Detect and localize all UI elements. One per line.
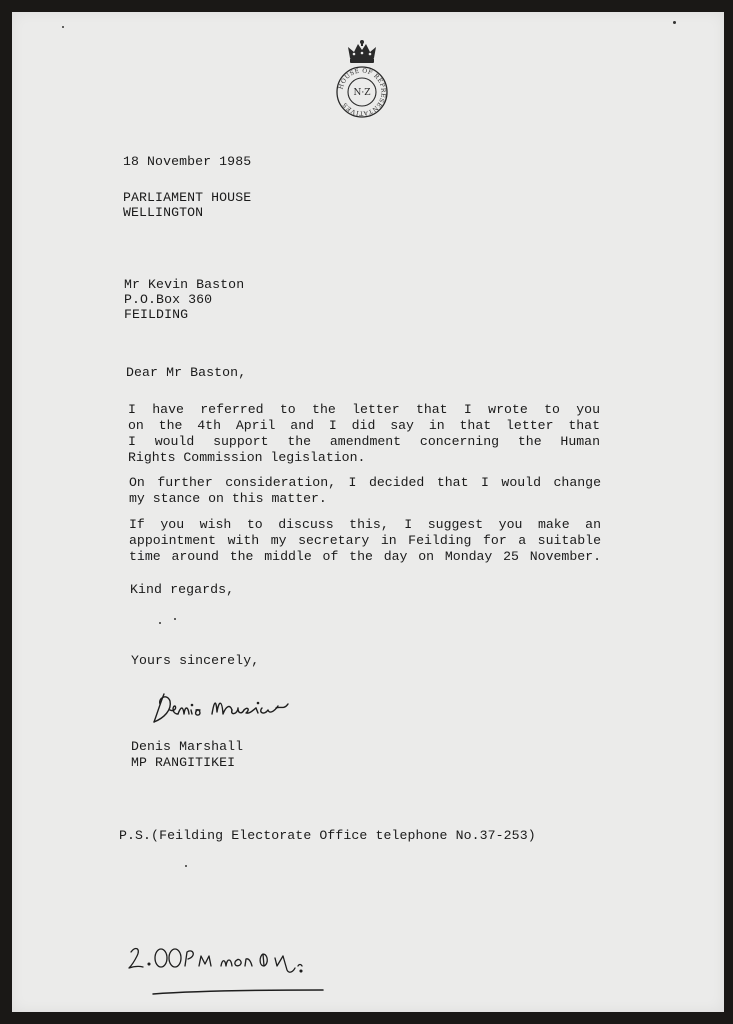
body-line: time around the middle of the day on Monday 25 November. [129,549,601,564]
svg-text:2.00 PM MONDAY: 2.00 PM MONDAY [125,996,134,997]
kind-regards: Kind regards, [130,582,235,597]
body-line: On further consideration, I decided that I would change [129,475,601,490]
signatory-name: Denis Marshall [131,739,244,754]
paper-speck [174,618,176,620]
sender-address-line: PARLIAMENT HOUSE [123,190,252,205]
body-line: on the 4th April and I did say in that letter that [128,418,600,433]
signatory-title: MP RANGITIKEI [131,755,236,770]
body-paragraph-2 [129,475,601,507]
recipient-address-line: FEILDING [124,307,189,322]
paper-speck [62,26,64,28]
body-paragraph-1 [128,402,600,466]
body-paragraph-3 [129,517,601,565]
letter-date: 18 November 1985 [123,154,252,169]
svg-text:HOUSE OF REPRESENTATIVES: HOUSE OF REPRESENTATIVES [337,67,387,117]
letter-page [12,12,724,1012]
body-line: I have referred to the letter that I wrote to you [128,402,600,417]
recipient-address-line: P.O.Box 360 [124,292,213,307]
body-line: my stance on this matter. [129,491,327,506]
body-line: If you wish to discuss this, I suggest you make an [129,517,601,532]
recipient-address-line: Mr Kevin Baston [124,277,245,292]
body-line: Rights Commission legislation. [128,450,366,465]
svg-text:N·Z: N·Z [353,88,371,98]
paper-speck [673,21,676,24]
postscript: P.S.(Feilding Electorate Office telephone No.37-253) [119,828,536,843]
body-line: appointment with my secretary in Feilding for a suitable [129,533,601,548]
salutation: Dear Mr Baston, [126,365,247,380]
parliament-crest-icon [333,38,391,120]
signature-image [150,688,300,728]
body-line: I would support the amendment concerning the Human [128,434,600,449]
paper-speck [159,622,161,624]
closing: Yours sincerely, [131,653,260,668]
handwritten-note-image [125,938,345,998]
paper-speck [185,865,187,867]
sender-address-line: WELLINGTON [123,205,204,220]
svg-text:Denis Marshall: Denis Marshall [150,727,159,728]
